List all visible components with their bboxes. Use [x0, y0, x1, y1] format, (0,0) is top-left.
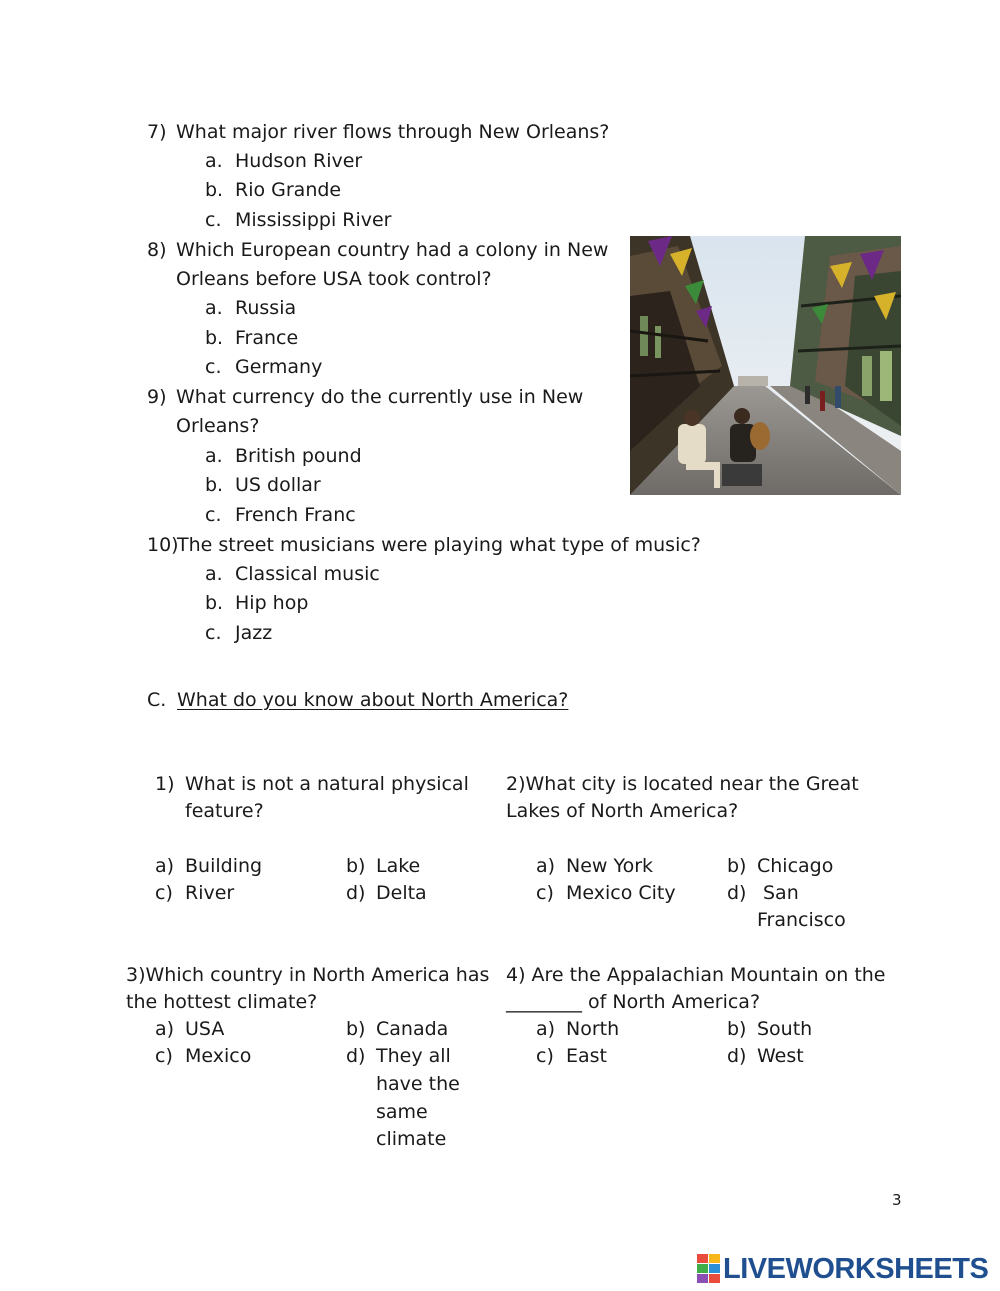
- option-letter: c): [155, 1045, 173, 1067]
- question-number: 7): [147, 121, 167, 143]
- option-letter: b): [727, 1018, 747, 1040]
- option-text[interactable]: Mississippi River: [235, 209, 392, 231]
- option-letter: c.: [205, 504, 222, 526]
- question-text-line-2: Orleans before USA took control?: [176, 268, 492, 290]
- question-text: The street musicians were playing what type of music?: [177, 534, 701, 556]
- option-letter: c): [155, 882, 173, 904]
- question-number: 8): [147, 239, 167, 261]
- option-letter: b.: [205, 474, 224, 496]
- option-letter: d): [727, 882, 747, 904]
- option-text[interactable]: New York: [566, 855, 654, 877]
- option-text[interactable]: Jazz: [235, 622, 273, 644]
- question-number: 9): [147, 386, 167, 408]
- question-text-line-1: Which European country had a colony in New: [176, 239, 609, 261]
- option-text-line-3[interactable]: same: [376, 1101, 428, 1123]
- option-letter: a): [155, 855, 175, 877]
- option-letter: a.: [205, 563, 223, 585]
- option-text-line-1[interactable]: San: [763, 882, 799, 904]
- option-letter: b): [346, 855, 366, 877]
- question-text-line-1: 4) Are the Appalachian Mountain on the: [506, 964, 886, 986]
- option-letter: c.: [205, 356, 222, 378]
- option-letter: b.: [205, 179, 224, 201]
- option-letter: a.: [205, 297, 223, 319]
- option-text[interactable]: Delta: [376, 882, 427, 904]
- option-text[interactable]: Hudson River: [235, 150, 363, 172]
- question-text-line-2: feature?: [185, 800, 264, 822]
- option-letter: c): [536, 1045, 554, 1067]
- option-text[interactable]: River: [185, 882, 235, 904]
- question-text-line-1: 3)Which country in North America has: [126, 964, 490, 986]
- option-letter: c): [536, 882, 554, 904]
- option-text[interactable]: Lake: [376, 855, 421, 877]
- option-text-line-4[interactable]: climate: [376, 1128, 447, 1150]
- option-text[interactable]: West: [757, 1045, 804, 1067]
- option-text-line-2[interactable]: have the: [376, 1073, 460, 1095]
- option-letter: b): [346, 1018, 366, 1040]
- option-text[interactable]: North: [566, 1018, 620, 1040]
- option-letter: d): [346, 882, 366, 904]
- option-text[interactable]: Chicago: [757, 855, 834, 877]
- logo-blocks-icon: [697, 1254, 721, 1284]
- section-title: What do you know about North America?: [177, 689, 569, 711]
- option-text[interactable]: French Franc: [235, 504, 356, 526]
- option-letter: b): [727, 855, 747, 877]
- option-letter: b.: [205, 592, 224, 614]
- option-text[interactable]: Hip hop: [235, 592, 309, 614]
- question-text-line-2: the hottest climate?: [126, 991, 318, 1013]
- option-text[interactable]: France: [235, 327, 299, 349]
- option-letter: d): [346, 1045, 366, 1067]
- question-number: 1): [155, 773, 175, 795]
- option-letter: a.: [205, 445, 223, 467]
- option-text[interactable]: US dollar: [235, 474, 321, 496]
- option-text[interactable]: South: [757, 1018, 813, 1040]
- option-letter: a): [155, 1018, 175, 1040]
- option-text[interactable]: Building: [185, 855, 263, 877]
- option-letter: a): [536, 1018, 556, 1040]
- option-letter: a.: [205, 150, 223, 172]
- option-letter: a): [536, 855, 556, 877]
- option-letter: b.: [205, 327, 224, 349]
- liveworksheets-logo[interactable]: [697, 1252, 993, 1286]
- option-text[interactable]: East: [566, 1045, 607, 1067]
- option-letter: c.: [205, 209, 222, 231]
- page-number: 3: [892, 1191, 902, 1209]
- question-text-line-2: ________ of North America?: [506, 991, 761, 1013]
- question-text-line-1: 2)What city is located near the Great: [506, 773, 859, 795]
- option-letter: c.: [205, 622, 222, 644]
- question-text-line-1: What is not a natural physical: [185, 773, 469, 795]
- question-text-line-2: Orleans?: [176, 415, 260, 437]
- option-text[interactable]: Russia: [235, 297, 297, 319]
- option-text[interactable]: Mexico City: [566, 882, 676, 904]
- option-text[interactable]: Canada: [376, 1018, 449, 1040]
- section-letter: C.: [147, 689, 167, 711]
- option-text-line-1[interactable]: They all: [376, 1045, 451, 1067]
- question-text-line-2: Lakes of North America?: [506, 800, 739, 822]
- question-text: What major river flows through New Orleans?: [176, 121, 610, 143]
- question-text-line-1: What currency do the currently use in New: [176, 386, 584, 408]
- option-text[interactable]: Rio Grande: [235, 179, 342, 201]
- option-text[interactable]: Mexico: [185, 1045, 252, 1067]
- french-quarter-street-photo: [630, 236, 901, 495]
- option-text[interactable]: British pound: [235, 445, 362, 467]
- option-text[interactable]: USA: [185, 1018, 225, 1040]
- option-letter: d): [727, 1045, 747, 1067]
- logo-wordmark: LIVEWORKSHEETS: [723, 1253, 989, 1285]
- option-text[interactable]: Classical music: [235, 563, 380, 585]
- question-number: 10): [147, 534, 179, 556]
- option-text[interactable]: Germany: [235, 356, 323, 378]
- option-text-line-2[interactable]: Francisco: [757, 909, 846, 931]
